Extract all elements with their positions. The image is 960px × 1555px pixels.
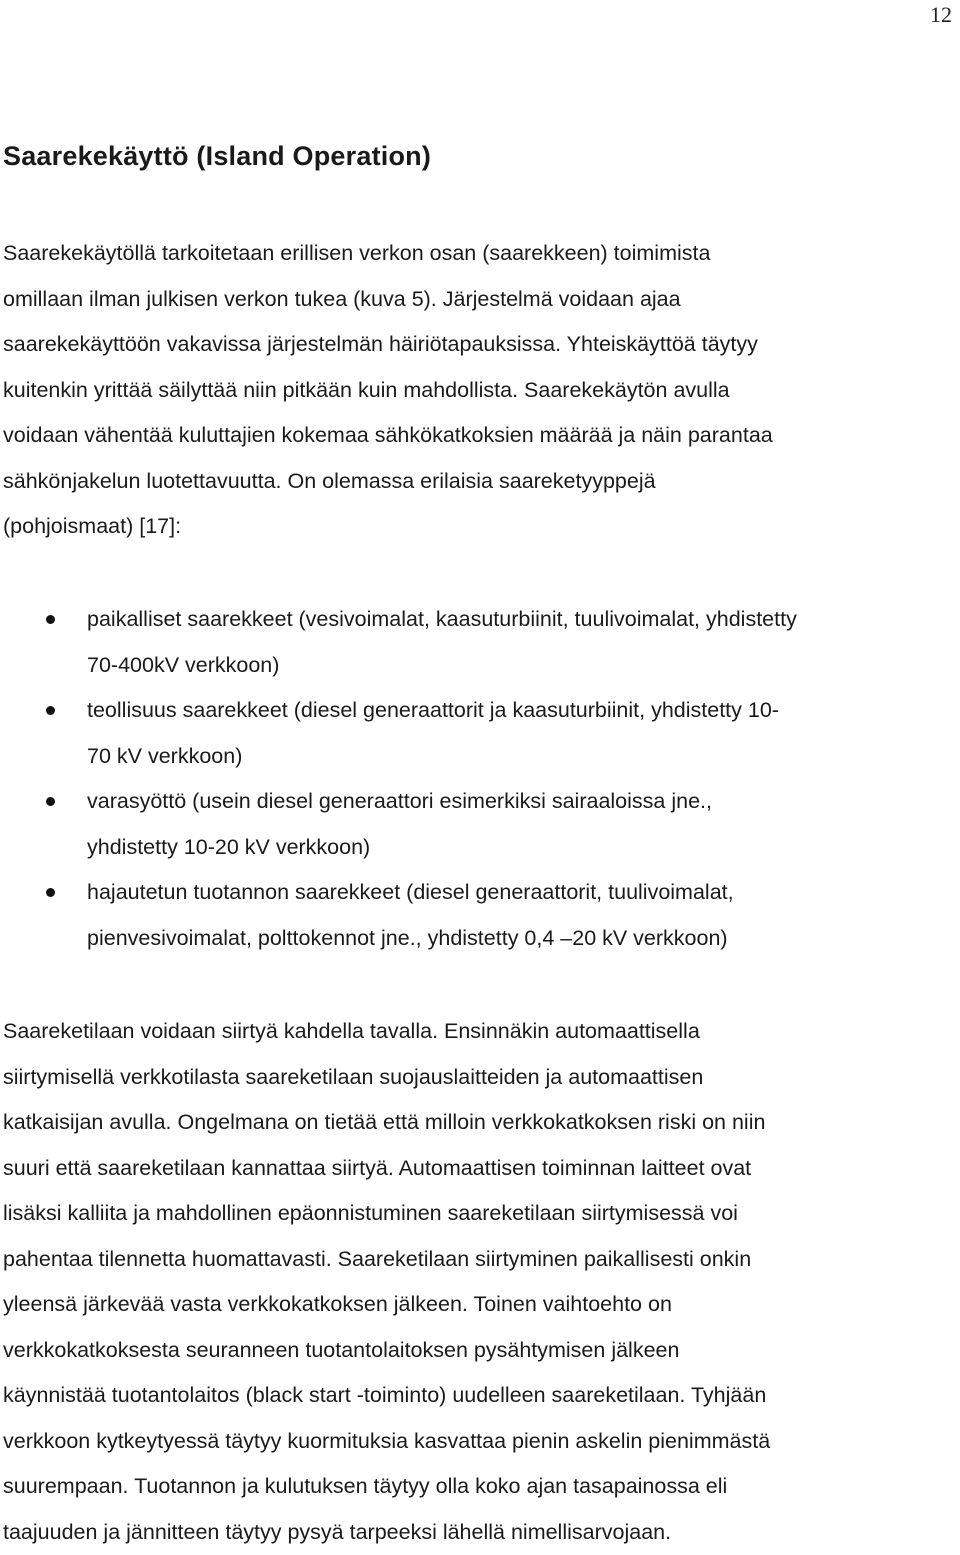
bullet-icon: [46, 615, 55, 624]
bullet-icon: [46, 888, 55, 897]
paragraph-line: käynnistää tuotantolaitos (black start -toiminto) uudelleen saareketilaan. Tyhjään: [3, 1373, 958, 1419]
island-type-list: [0, 597, 960, 961]
paragraph-line: siirtymisellä verkkotilasta saareketilaan suojauslaitteiden ja automaattisen: [3, 1055, 958, 1101]
paragraph-line: kuitenkin yrittää säilyttää niin pitkään kuin mahdollista. Saarekekäytön avulla: [3, 368, 958, 414]
paragraph-line: sähkönjakelun luotettavuutta. On olemassa erilaisia saareketyyppejä: [3, 459, 958, 505]
paragraph-line: omillaan ilman julkisen verkon tukea (kuva 5). Järjestelmä voidaan ajaa: [3, 277, 958, 323]
list-item: [0, 688, 960, 779]
list-item: [0, 870, 960, 961]
list-item-line: 70 kV verkkoon): [87, 734, 960, 780]
list-item-line: yhdistetty 10-20 kV verkkoon): [87, 825, 960, 871]
page-number: 12: [930, 2, 952, 28]
paragraph-line: saarekekäyttöön vakavissa järjestelmän häiriötapauksissa. Yhteiskäyttöä täytyy: [3, 322, 958, 368]
paragraph-line: lisäksi kalliita ja mahdollinen epäonnistuminen saareketilaan siirtymisessä voi: [3, 1191, 958, 1237]
list-item: [0, 779, 960, 870]
paragraph-line: yleensä järkevää vasta verkkokatkoksen jälkeen. Toinen vaihtoehto on: [3, 1282, 958, 1328]
paragraph-line: taajuuden ja jännitteen täytyy pysyä tarpeeksi lähellä nimellisarvojaan.: [3, 1510, 958, 1555]
paragraph-line: suuri että saareketilaan kannattaa siirtyä. Automaattisen toiminnan laitteet ovat: [3, 1146, 958, 1192]
paragraph-line: (pohjoismaat) [17]:: [3, 504, 958, 550]
section-title: Saarekekäyttö (Island Operation): [3, 141, 431, 172]
paragraph-line: voidaan vähentää kuluttajien kokemaa sähkökatkoksien määrää ja näin parantaa: [3, 413, 958, 459]
intro-paragraph: [3, 231, 958, 550]
paragraph-line: Saareketilaan voidaan siirtyä kahdella tavalla. Ensinnäkin automaattisella: [3, 1009, 958, 1055]
list-item-line: pienvesivoimalat, polttokennot jne., yhdistetty 0,4 –20 kV verkkoon): [87, 916, 960, 962]
list-item-line: 70-400kV verkkoon): [87, 643, 960, 689]
paragraph-line: verkkoon kytkeytyessä täytyy kuormituksia kasvattaa pienin askelin pienimmästä: [3, 1419, 958, 1465]
paragraph-line: Saarekekäytöllä tarkoitetaan erillisen verkon osan (saarekkeen) toimimista: [3, 231, 958, 277]
bullet-icon: [46, 797, 55, 806]
paragraph-line: verkkokatkoksesta seuranneen tuotantolaitoksen pysähtymisen jälkeen: [3, 1328, 958, 1374]
list-item-line: paikalliset saarekkeet (vesivoimalat, kaasuturbiinit, tuulivoimalat, yhdistetty: [87, 597, 960, 643]
list-item: [0, 597, 960, 688]
paragraph-line: suurempaan. Tuotannon ja kulutuksen täytyy olla koko ajan tasapainossa eli: [3, 1464, 958, 1510]
transition-paragraph: [3, 1009, 958, 1555]
bullet-icon: [46, 706, 55, 715]
list-item-line: teollisuus saarekkeet (diesel generaattorit ja kaasuturbiinit, yhdistetty 10-: [87, 688, 960, 734]
list-item-line: hajautetun tuotannon saarekkeet (diesel generaattorit, tuulivoimalat,: [87, 870, 960, 916]
paragraph-line: katkaisijan avulla. Ongelmana on tietää että milloin verkkokatkoksen riski on niin: [3, 1100, 958, 1146]
list-item-line: varasyöttö (usein diesel generaattori esimerkiksi sairaaloissa jne.,: [87, 779, 960, 825]
paragraph-line: pahentaa tilennetta huomattavasti. Saareketilaan siirtyminen paikallisesti onkin: [3, 1237, 958, 1283]
